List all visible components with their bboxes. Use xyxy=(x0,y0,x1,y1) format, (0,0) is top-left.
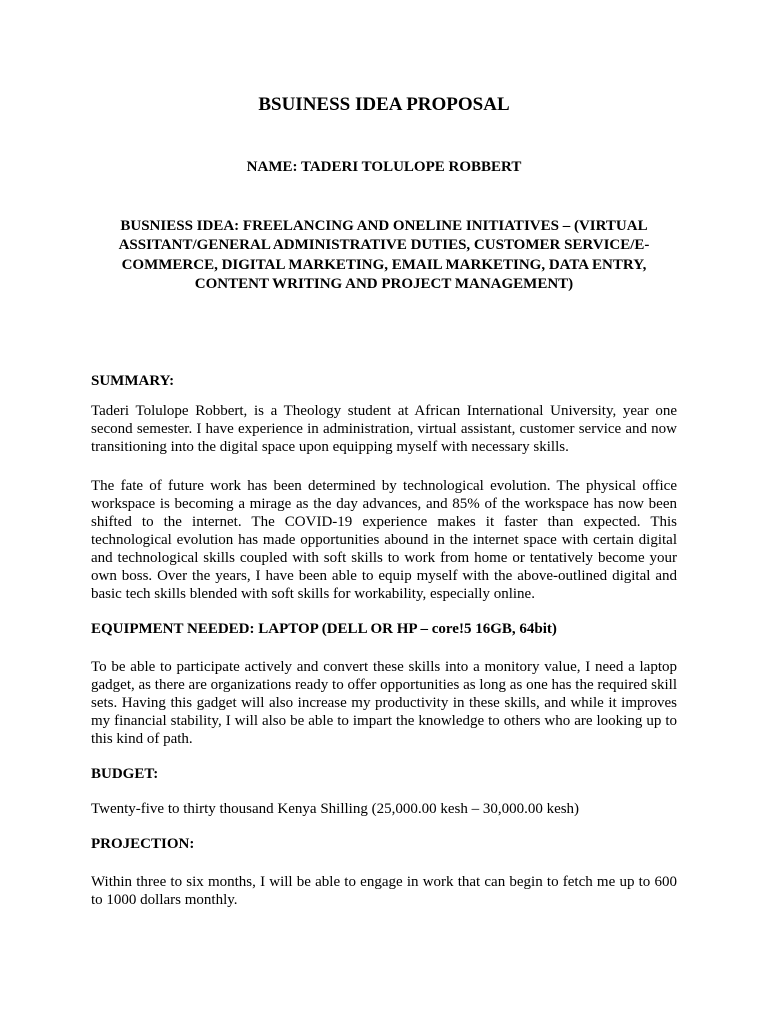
business-idea-line: BUSNIESS IDEA: FREELANCING AND ONELINE INITIATIVES – (VIRTUAL ASSITANT/GENERAL ADMINISTRATIVE DUTIES, CUSTOMER SERVICE/E-COMMERCE, DIGITAL MARKETING, EMAIL MARKETING, DATA ENTRY, CONTENT WRITING AND PROJECT MANAGEMENT) xyxy=(118,218,650,292)
equipment-heading: EQUIPMENT NEEDED: LAPTOP (DELL OR HP – core!5 16GB, 64bit) xyxy=(91,621,557,637)
summary-paragraph-2: The fate of future work has been determined by technological evolution. The physical office workspace is becoming a mirage as the day advances, and 85% of the workspace has now been shifted to the internet. The COVID-19 experience makes it faster than expected. This technological evolution has made opportunities abound in the internet space with certain digital and technological skills coupled with soft skills to work from home or tentatively become your own boss. Over the years, I have been able to equip myself with the above-outlined digital and basic tech skills blended with soft skills for workability, especially online. xyxy=(91,478,677,602)
summary-heading: SUMMARY: xyxy=(91,373,175,389)
projection-paragraph: Within three to six months, I will be able to engage in work that can begin to fetch me up to 600 to 1000 dollars monthly. xyxy=(91,874,677,908)
summary-paragraph-1: Taderi Tolulope Robbert, is a Theology student at African International University, year one second semester. I have experience in administration, virtual assistant, customer service and now transitioning into the digital space upon equipping myself with necessary skills. xyxy=(91,403,677,455)
author-name-line: NAME: TADERI TOLULOPE ROBBERT xyxy=(246,159,522,175)
document-title: BSUINESS IDEA PROPOSAL xyxy=(258,94,510,115)
budget-heading: BUDGET: xyxy=(91,766,159,782)
budget-paragraph: Twenty-five to thirty thousand Kenya Shilling (25,000.00 kesh – 30,000.00 kesh) xyxy=(91,801,580,817)
equipment-paragraph: To be able to participate actively and convert these skills into a monitory value, I need a laptop gadget, as there are organizations ready to offer opportunities as long as one has the required skill sets. Having this gadget will also increase my productivity in these skills, and while it improves my financial stability, I will also be able to impart the knowledge to others who are looking up to this kind of path. xyxy=(91,659,677,747)
projection-heading: PROJECTION: xyxy=(91,836,195,852)
